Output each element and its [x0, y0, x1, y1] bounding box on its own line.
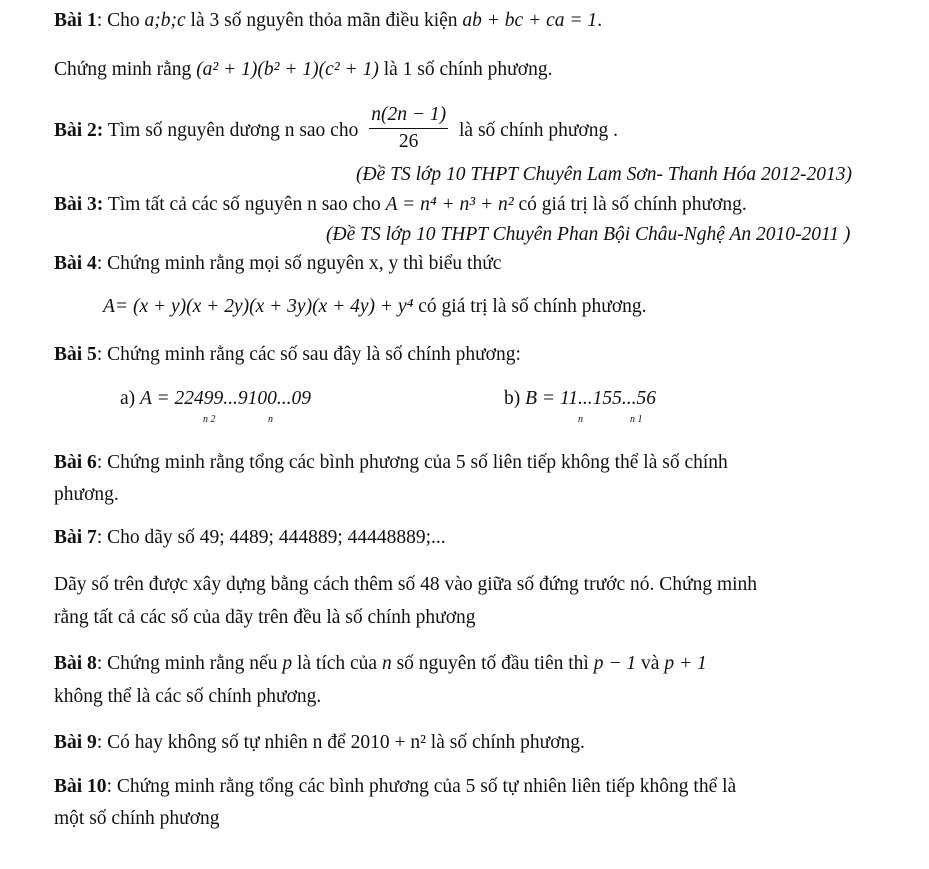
part-b-expression: B = 11...155...56: [525, 388, 656, 409]
problem-1-label: Bài 1: [54, 10, 97, 31]
part-b-label: b): [504, 388, 521, 409]
problem-8-pre: : Chứng minh rằng nếu: [96, 653, 283, 674]
problem-4-line-2: [103, 294, 647, 320]
problem-5-text: : Chứng minh rằng các số sau đây là số chính phương:: [96, 344, 521, 365]
problem-1-end: .: [597, 10, 603, 31]
problem-4-expression: A= (x + y)(x + 2y)(x + 3y)(x + 4y) + y⁴: [103, 296, 414, 317]
problem-3-post: có giá trị là số chính phương.: [513, 194, 747, 215]
problem-10-label: Bài 10: [54, 776, 107, 797]
problem-7-text: : Cho dãy số 49; 4489; 444889; 44448889;...: [96, 527, 446, 548]
problem-6-text: : Chứng minh rằng tổng các bình phương của 5 số liên tiếp không thể là số chính: [96, 452, 728, 473]
problem-9-label: Bài 9: [54, 732, 97, 753]
part-a-label: a): [120, 388, 136, 409]
problem-10-line-2: một số chính phương: [54, 808, 220, 829]
problem-8-p: p: [282, 653, 293, 674]
problem-3-pre: Tìm tất cả các số nguyên n sao cho: [103, 194, 386, 215]
part-b-subscript-2: n 1: [630, 414, 643, 425]
problem-8-mid1: là tích của: [292, 653, 382, 674]
problem-1-line-1: [54, 8, 602, 34]
problem-1-line-2: [54, 57, 552, 83]
problem-9-text: : Có hay không số tự nhiên n để 2010 + n² là số chính phương.: [96, 732, 585, 753]
problem-4-text: : Chứng minh rằng mọi số nguyên x, y thì biểu thức: [96, 253, 502, 274]
problem-1-l2-pre: Chứng minh rằng: [54, 59, 197, 80]
problem-4-post: có giá trị là số chính phương.: [413, 296, 647, 317]
problem-3-expression: A = n⁴ + n³ + n²: [385, 194, 514, 215]
problem-5-line-1: [54, 342, 521, 368]
problem-2-source: (Đề TS lớp 10 THPT Chuyên Lam Sơn- Thanh Hóa 2012-2013): [356, 164, 853, 185]
problem-2-pre: Tìm số nguyên dương n sao cho: [103, 120, 364, 141]
fraction-numerator: n(2n − 1): [369, 104, 448, 129]
part-a-subscript-1: n 2: [203, 414, 216, 425]
problem-8-expr-2: p + 1: [664, 653, 707, 674]
problem-7-line-3: rằng tất cả các số của dãy trên đều là số chính phương: [54, 607, 476, 628]
problem-8-n: n: [381, 653, 392, 674]
problem-1-l2-post: là 1 số chính phương.: [378, 59, 553, 80]
problem-2-fraction: [369, 104, 448, 153]
problem-1-mid: là 3 số nguyên thỏa mãn điều kiện: [185, 10, 463, 31]
problem-2-line-1: [54, 106, 618, 156]
problem-8-expr-1: p − 1: [593, 653, 637, 674]
problem-6-line-1: [54, 450, 728, 476]
problem-8-and: và: [636, 653, 665, 674]
problem-5-part-a: [120, 386, 311, 412]
problem-1-condition: ab + bc + ca = 1: [462, 10, 598, 31]
problem-4-label: Bài 4: [54, 253, 97, 274]
problem-1-vars: a;b;c: [144, 10, 186, 31]
problem-7-line-1: [54, 525, 446, 551]
problem-8-line-2: không thể là các số chính phương.: [54, 686, 322, 707]
problem-7-line-2: Dãy số trên được xây dựng bằng cách thêm số 48 vào giữa số đứng trước nó. Chứng minh: [54, 574, 758, 595]
fraction-denominator: 26: [398, 131, 419, 153]
problem-9-line-1: [54, 730, 585, 756]
problem-1-intro: : Cho: [96, 10, 145, 31]
part-a-expression: A = 22499...9100...09: [140, 388, 311, 409]
problem-8-label: Bài 8: [54, 653, 97, 674]
problem-5-label: Bài 5: [54, 344, 97, 365]
problem-10-line-1: [54, 774, 736, 800]
problem-3-label: Bài 3:: [54, 194, 104, 215]
problem-7-label: Bài 7: [54, 527, 97, 548]
problem-8-mid2: số nguyên tố đầu tiên thì: [391, 653, 594, 674]
problem-5-part-b: [504, 386, 656, 412]
part-a-subscript-2: n: [268, 414, 273, 425]
problem-3-line-1: [54, 192, 747, 218]
problem-6-label: Bài 6: [54, 452, 97, 473]
problem-4-line-1: [54, 251, 501, 277]
problem-8-line-1: [54, 651, 707, 677]
problem-1-expression: (a² + 1)(b² + 1)(c² + 1): [196, 59, 379, 80]
problem-10-text: : Chứng minh rằng tổng các bình phương của 5 số tự nhiên liên tiếp không thể là: [106, 776, 737, 797]
problem-6-line-2: phương.: [54, 484, 119, 505]
problem-2-post: là số chính phương .: [454, 120, 618, 141]
problem-3-source: (Đề TS lớp 10 THPT Chuyên Phan Bội Châu-Nghệ An 2010-2011 ): [326, 224, 851, 245]
problem-2-label: Bài 2:: [54, 120, 104, 141]
part-b-subscript-1: n: [578, 414, 583, 425]
